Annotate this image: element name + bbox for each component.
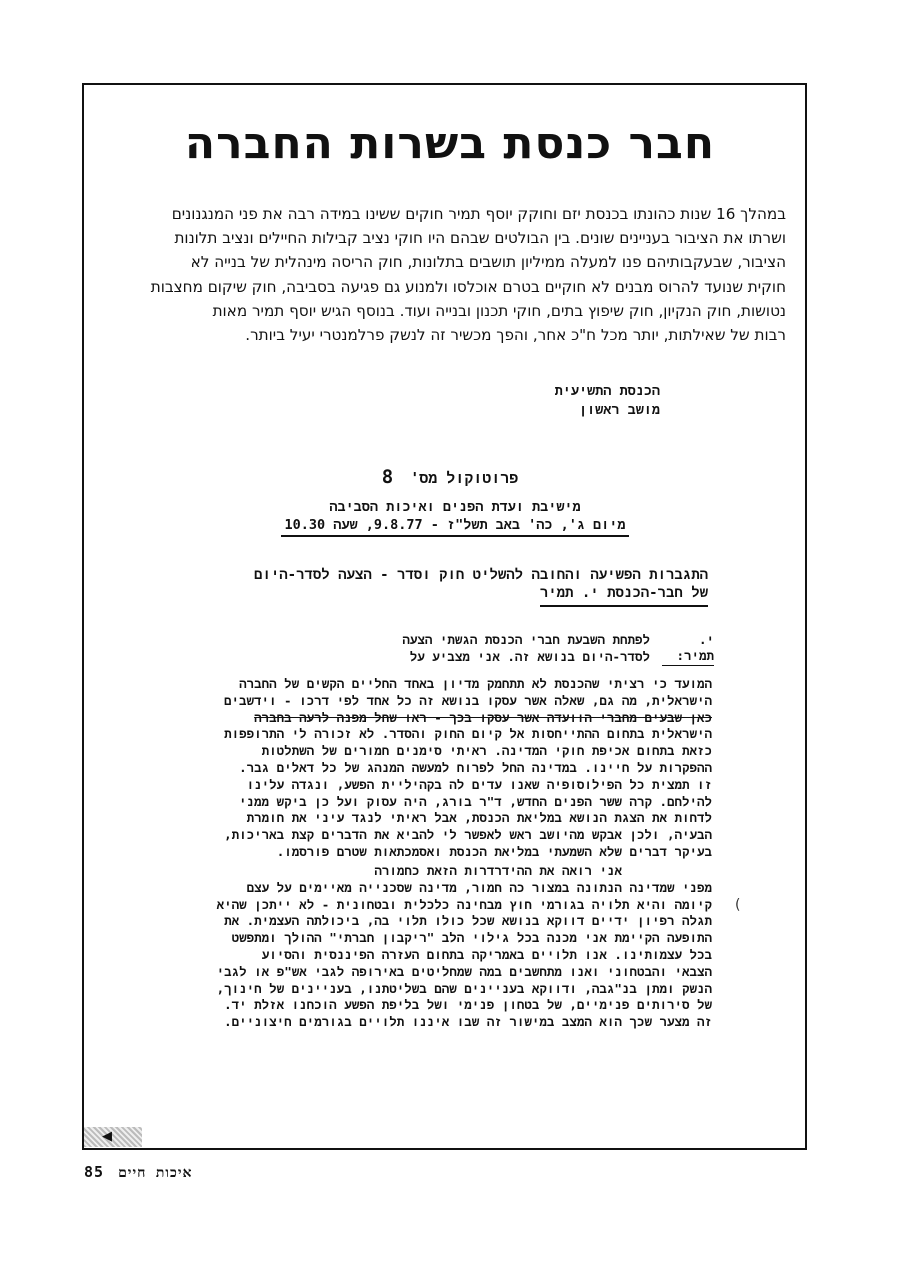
debate-subject: [148, 566, 708, 607]
speech-line: הבעיה, ולכן אבקש מהיושב ראש לאפשר לי להביא את הדברים קצת באריכות,: [224, 827, 712, 843]
speech-line: זו תמצית כל הפילוסופיה שאנו עדים לה בקהיליית הפשע, ונגדה עלינו: [246, 776, 712, 792]
intro-line: הציבור, שבעקבותיהם פנו למעלה ממיליון תושבים בתלונות, חוק הריסה מינהלית של בנייה לא: [190, 253, 786, 272]
speech-line: להילחם. קרה ששר הפנים החדש, ד"ר בורג, היה עסוק ועל כן ביקש ממני: [239, 793, 712, 809]
page-title: חבר כנסת בשרות החברה: [184, 118, 716, 169]
speech-line: התופעה הקיימת אני מכנה בכל גילוי הלב "ריקבון חברתי" ההולך ומתפשט: [231, 930, 712, 946]
speech-line: בכל עצמותינו. אנו תלויים באמריקה בתחום העזרה הפיננסית והסיוע: [261, 946, 712, 962]
speech-line: זה מצער שכך הוא המצב במישור זה שבו איננו תלויים בגורמים חיצוניים.: [224, 1014, 712, 1030]
speech-line: לסדר-היום בנושא זה. אני מצביע על: [409, 648, 650, 664]
subject-line-2: של חבר-הכנסת י. תמיר: [540, 584, 708, 607]
intro-line: חוקית שנועד להרוס מבנים לא חוקיים בטרם אוכלסו ולמנוע גם פגיעה בסביבה, חוק שיקום מחצבות: [150, 277, 786, 296]
corner-texture: [84, 1127, 142, 1147]
speech-paragraph-1: [112, 676, 712, 861]
intro-line: במהלך 16 שנות כהונתו בכנסת יזם וחוקק יוסף תמיר חוקים ששינו במידה רבה את פני המנגנונים: [171, 205, 786, 223]
page-number: 85: [84, 1163, 105, 1181]
intro-line: רבות של שאילתות, יותר מכל ח"כ אחר, והפך מכשיר זה לנשק פרלמנטרי יעיל ביותר.: [245, 326, 786, 345]
speech-line: קיומה והיא תלויה בגורמי חוץ מבחינה כלכלית ובטחונית - לא ייתכן שהיא: [216, 896, 712, 912]
speech-line: לדחות את הצגת הנושא במליאת הכנסת, אבל ראיתי לנגד עיני את חומרת: [246, 810, 712, 826]
speech-line: בעיקר דברים שלא השמעתי במליאת הכנסת ואסמכתאות שטרם פורסמו.: [276, 843, 712, 859]
subject-line-1: התגברות הפשיעה והחובה להשליט חוק וסדר - הצעה לסדר-היום: [254, 567, 708, 583]
magazine-name: איכות חיים: [118, 1165, 193, 1181]
speech-line: תגלה רפיון ידיים דווקא בנושא שכל כולו תלוי בה, ביכולתה העצמית. את: [224, 913, 712, 929]
protocol-heading: [0, 466, 900, 488]
speech-opening: [120, 632, 650, 666]
speech-line: כזאת בתחום אכיפת חוקי המדינה. ראיתי סימנים חמורים של השתלטות: [261, 743, 712, 759]
speech-line: לפתחת השבעת חברי הכנסת הגשתי הצעה: [402, 632, 650, 647]
committee-name: מישיבת ועדת הפנים ואיכות הסביבה: [329, 499, 581, 515]
speech-line: מפני שמדינה הנתונה במצור כה חמור, מדינה שסכנייה מאיימים על עצם: [246, 879, 712, 895]
speech-paragraph-2: [112, 863, 712, 1031]
arrow-left-icon: ◀︎: [102, 1129, 112, 1144]
margin-mark: (: [735, 897, 741, 913]
intro-line: נטושות, חוק הנקיון, חוק שיפוץ בתים, חוקי תכנון ובנייה ועוד. בנוסף הגיש יוסף תמיר מאות: [212, 301, 786, 320]
speech-line-struck: כאן שבעים מחברי הוועדה אשר עסקו בכך - ראו שחל מפנה לרעה בחברה: [254, 709, 712, 725]
intro-line: ושרתו את הציבור בעניינים שונים. בין הבולטים שבהם היו חוקי נציב קבילות החיילים ונציב תלונות: [174, 229, 786, 248]
speech-line: של סירותים פנימיים, של בטחון פנימי ושל בליפת הפשע הוכחנו אזלת יד.: [224, 997, 712, 1013]
speech-line: המועד כי רציתי שהכנסת לא תתחמק מדיון באחד החליים הקשים של החברה: [239, 676, 712, 691]
intro-paragraph: [98, 202, 786, 347]
speech-line: ההפקרות על חיינו. במדינה החל לפרוח למעשה המנהג של כל דאלים גבר.: [239, 759, 712, 775]
protocol-label: פרוטוקול מס': [410, 469, 519, 487]
speech-line: הצבאי והבטחוני ואנו מתחשבים במה שמחליטים באירופה לגבי אש"פ או לגבי: [216, 963, 712, 979]
knesset-number: הכנסת התשיעית: [554, 383, 660, 399]
speech-line: הישראלית בתחום ההתייחסות אל קיום החוק והסדר. לא זכורה לי התרופפות: [224, 726, 712, 742]
session-seat: מושב ראשון: [578, 402, 660, 418]
session-header: [555, 382, 660, 420]
speech-line: הישראלית, מה גם, שאלה אשר עסקו בנושא זה כל אחד לפי דרכו - וידשבים: [224, 692, 712, 708]
speech-line: אני רואה את ההידרדרות הזאת כחמורה: [374, 863, 622, 878]
speech-line: הנשק ומתן בנ"גבה, ודווקא בעניינים שהם בשליטתנו, בעניינים של חינוך,: [216, 980, 712, 996]
meeting-date: מיום ג', כה' באב תשל"ז - 9.8.77, שעה 10.30: [281, 516, 630, 537]
protocol-number: 8: [381, 466, 394, 488]
page-footer: [84, 1163, 192, 1182]
meeting-info: [220, 498, 690, 537]
speaker-name: י. תמיר:: [662, 632, 714, 666]
